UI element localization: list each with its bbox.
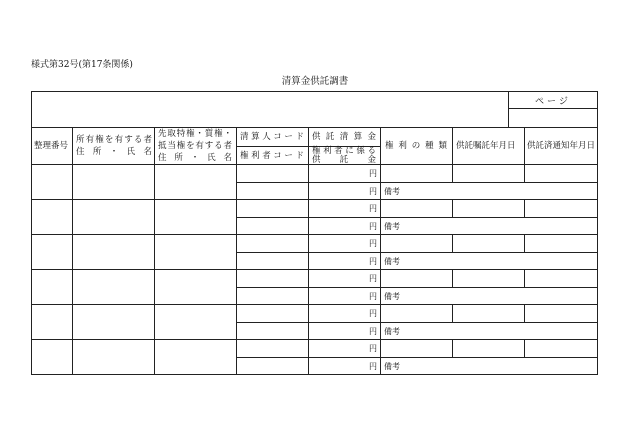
biko-label: 備考	[384, 291, 400, 301]
sendori-header-line2: 抵当権を有する者	[158, 141, 232, 151]
yen-mark: 円	[369, 239, 377, 248]
yen-mark: 円	[369, 256, 377, 266]
yen-mark: 円	[369, 204, 377, 213]
kyotaku-seisankin-header: 供託清算金	[312, 132, 376, 142]
yen-mark: 円	[369, 169, 377, 178]
owner-header-line2: 住 所 ・ 氏 名	[76, 147, 152, 157]
yen-mark: 円	[369, 274, 377, 283]
owner-header-line1: 所有権を有する者	[76, 135, 152, 145]
page-label: ページ	[535, 97, 571, 107]
yen-mark: 円	[369, 309, 377, 318]
form-number: 様式第32号(第17条関係)	[31, 60, 133, 70]
biko-label: 備考	[384, 361, 400, 371]
biko-label: 備考	[384, 256, 400, 266]
yen-mark: 円	[369, 344, 377, 353]
yen-mark: 円	[369, 221, 377, 231]
kenrisha-code-header: 権利者コード	[240, 151, 304, 161]
yen-mark: 円	[369, 361, 377, 371]
document-title: 清算金供託調書	[281, 76, 349, 87]
biko-label: 備考	[384, 326, 400, 336]
yen-mark: 円	[369, 326, 377, 336]
biko-label: 備考	[384, 186, 400, 196]
seisannin-code-header: 清算人コード	[240, 132, 304, 142]
sendori-header-line1: 先取特権・質権・	[158, 129, 232, 139]
seiri-header: 整理番号	[34, 141, 69, 151]
kenri-shurui-header: 権 利 の 種 類	[385, 141, 447, 151]
sendori-header-line3: 住 所 ・ 氏 名	[158, 153, 232, 163]
tsuchi-date-header: 供託済通知年月日	[527, 141, 596, 151]
shokutaku-date-header: 供託嘱託年月日	[456, 141, 516, 151]
yen-mark: 円	[369, 186, 377, 196]
yen-mark: 円	[369, 291, 377, 301]
kenrisha-header-line2: 供 託 金	[312, 155, 376, 165]
kenrisha-header-line1: 権利者に係る	[312, 146, 376, 156]
biko-label: 備考	[384, 221, 400, 231]
